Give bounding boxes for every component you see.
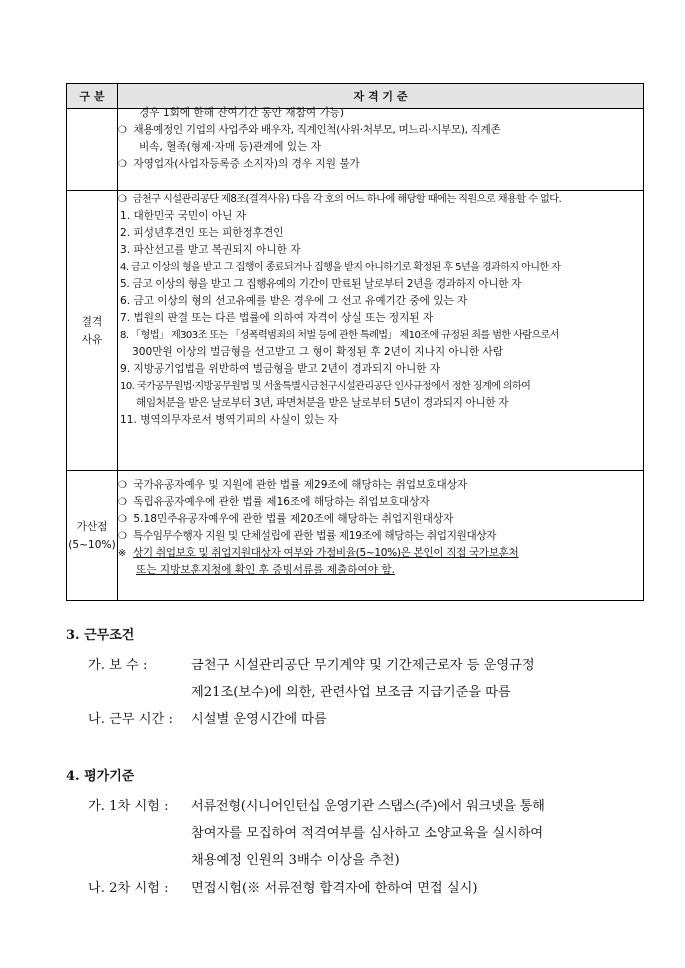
list-item — [118, 511, 643, 528]
table-row-bonus — [67, 471, 644, 601]
table-row-disqualification — [67, 191, 644, 471]
table-row-continued — [67, 109, 644, 191]
criteria-line — [118, 122, 643, 139]
list-item — [118, 412, 643, 429]
section4-item1-line: 채용예정 인원의 3배수 이상을 추천) — [191, 853, 400, 868]
note-text: 또는 지방보훈지청에 확인 후 증빙서류를 제출하여야 함. — [136, 564, 395, 576]
list-item — [118, 378, 643, 395]
row2-category — [67, 191, 118, 471]
note-line — [118, 562, 643, 579]
list-item — [118, 327, 643, 344]
category-label: 결격 — [81, 315, 103, 328]
row2-criteria — [118, 191, 644, 471]
criteria-line: 비속, 혈족(형제·자매 등)관계에 있는 자 — [139, 141, 321, 153]
list-item — [118, 225, 643, 242]
qualification-table — [66, 83, 644, 601]
item-number: 2. — [120, 227, 131, 239]
item-number: 1. — [120, 210, 131, 222]
item-text: 독립유공자예우에 관한 법률 제16조에 해당하는 취업보호대상자 — [133, 496, 430, 508]
criteria-intro — [118, 191, 643, 208]
list-item — [118, 259, 643, 276]
item-text: 금고 이상의 형을 받고 그 집행이 종료되거나 집행을 받지 아니하기로 확정된 후 5년을 경과하지 아니한 자 — [131, 262, 561, 273]
item-text: 병역의무자로서 병역기피의 사실이 있는 자 — [140, 414, 338, 426]
list-item — [118, 494, 643, 511]
item-text: 피성년후견인 또는 피한정후견인 — [133, 227, 284, 239]
list-item-continued: 해임처분을 받은 날로부터 3년, 파면처분을 받은 날로부터 5년이 경과되지 아니한 자 — [136, 397, 509, 409]
list-item — [118, 528, 643, 545]
item-number: 6. — [120, 295, 131, 307]
list-item — [118, 293, 643, 310]
item-number: 4. — [120, 262, 129, 273]
section3-item1-line: 금천구 시설관리공단 무기계약 및 기간제근로자 등 운영규정 — [191, 658, 535, 673]
item-text: 국가공무원법·지방공무원법 및 서울특별시금천구시설관리공단 인사규정에서 정한 징계에 의하여 — [136, 381, 531, 392]
criteria-text: 자영업자(사업자등록증 소지자)의 경우 지원 불가 — [133, 158, 360, 170]
section4-item1-label: 가. 1차 시험 : — [88, 799, 169, 814]
item-number: 11. — [120, 414, 137, 426]
item-text: 「형법」 제303조 또는 「성폭력범죄의 처벌 등에 관한 특례법」 제10조에 규정된 죄를 범한 사람으로서 — [131, 330, 559, 341]
list-item — [118, 361, 643, 378]
section4-item1-line: 참여자를 모집하여 적격여부를 심사하고 소양교육을 실시하여 — [191, 826, 544, 841]
list-item — [118, 477, 643, 494]
criteria-line: 경우 1회에 한해 잔여기간 동안 재참여 가능) — [139, 107, 345, 119]
category-label: 가산점 — [76, 520, 108, 533]
section4-title: 4. 평가기준 — [66, 769, 135, 784]
row3-criteria — [118, 471, 644, 601]
section4-item2-label: 나. 2차 시험 : — [88, 881, 169, 896]
bullet-icon: ❍ — [118, 125, 127, 136]
list-item — [118, 242, 643, 259]
bullet-icon: ❍ — [118, 159, 127, 170]
section4-item2-line: 면접시험(※ 서류전형 합격자에 한하여 면접 실시) — [191, 881, 478, 896]
header-criteria: 자 격 기 준 — [118, 84, 644, 109]
item-text: 국가유공자예우 및 지원에 관한 법률 제29조에 해당하는 취업보호대상자 — [133, 479, 468, 491]
item-text: 법원의 판결 또는 다른 법률에 의하여 자격이 상실 또는 정지된 자 — [133, 312, 434, 324]
item-text: 금고 이상의 형의 선고유예를 받은 경우에 그 선고 유예기간 중에 있는 자 — [133, 295, 468, 307]
item-number: 3. — [120, 244, 131, 256]
section4-item1-line: 서류전형(시니어인턴십 운영기관 스탭스(주)에서 워크넷을 통해 — [191, 799, 545, 814]
section3-item2-label: 나. 근무 시간 : — [88, 712, 173, 727]
bullet-icon: ❍ — [118, 497, 127, 508]
item-text: 특수임무수행자 지원 및 단체설립에 관한 법률 제19조에 해당하는 취업지원대상자 — [133, 530, 497, 542]
row1-criteria — [118, 109, 644, 191]
section3-item1-line: 제21조(보수)에 의한, 관련사업 보조금 지급기준을 따름 — [191, 685, 511, 700]
item-number: 5. — [120, 278, 130, 290]
category-label: 사유 — [81, 333, 103, 346]
criteria-text: 금천구 시설관리공단 제8조(결격사유) 다음 각 호의 어느 하나에 해당할 때에는 직원으로 채용할 수 없다. — [132, 194, 562, 205]
item-number: 7. — [120, 312, 131, 324]
item-text: 파산선고를 받고 복권되지 아니한 자 — [133, 244, 301, 256]
section3-title: 3. 근무조건 — [66, 628, 135, 643]
section3-item1-label: 가. 보 수 : — [88, 658, 148, 673]
item-number: 8. — [120, 330, 129, 341]
category-label: (5~10%) — [68, 538, 116, 551]
list-item — [118, 310, 643, 327]
row3-category — [67, 471, 118, 601]
item-text: 5.18민주유공자예우에 관한 법률 제20조에 해당하는 취업지원대상자 — [133, 513, 454, 525]
note-mark: ※ — [118, 548, 127, 559]
item-text: 대한민국 국민이 아닌 자 — [133, 210, 246, 222]
note-line — [118, 545, 643, 562]
item-number: 9. — [120, 363, 131, 375]
criteria-line — [118, 156, 643, 173]
item-text: 금고 이상의 형을 받고 그 집행유예의 기간이 만료된 날로부터 2년을 경과하지 아니한 자 — [132, 278, 521, 290]
list-item — [118, 276, 643, 293]
criteria-text: 채용예정인 기업의 사업주와 배우자, 직계인척(사위·처부모, 며느리·시부모), 직계존 — [133, 124, 501, 136]
row1-category — [67, 109, 118, 191]
bullet-icon: ❍ — [118, 480, 127, 491]
item-text: 지방공기업법을 위반하여 벌금형을 받고 2년이 경과되지 아니한 자 — [133, 363, 441, 375]
section3-item2-line: 시설별 운영시간에 따름 — [191, 712, 327, 727]
bullet-icon: ❍ — [118, 531, 127, 542]
list-item — [118, 208, 643, 225]
bullet-icon: ❍ — [118, 514, 127, 525]
header-category: 구 분 — [67, 84, 118, 109]
list-item-continued: 300만원 이상의 벌금형을 선고받고 그 형이 확정된 후 2년이 지나지 아니한 사람 — [132, 346, 504, 358]
bullet-icon: ❍ — [118, 194, 127, 205]
item-number: 10. — [120, 381, 135, 392]
note-text: 상기 취업보호 및 취업지원대상자 여부와 가점비율(5~10%)은 본인이 직접 국가보훈처 — [133, 547, 519, 559]
